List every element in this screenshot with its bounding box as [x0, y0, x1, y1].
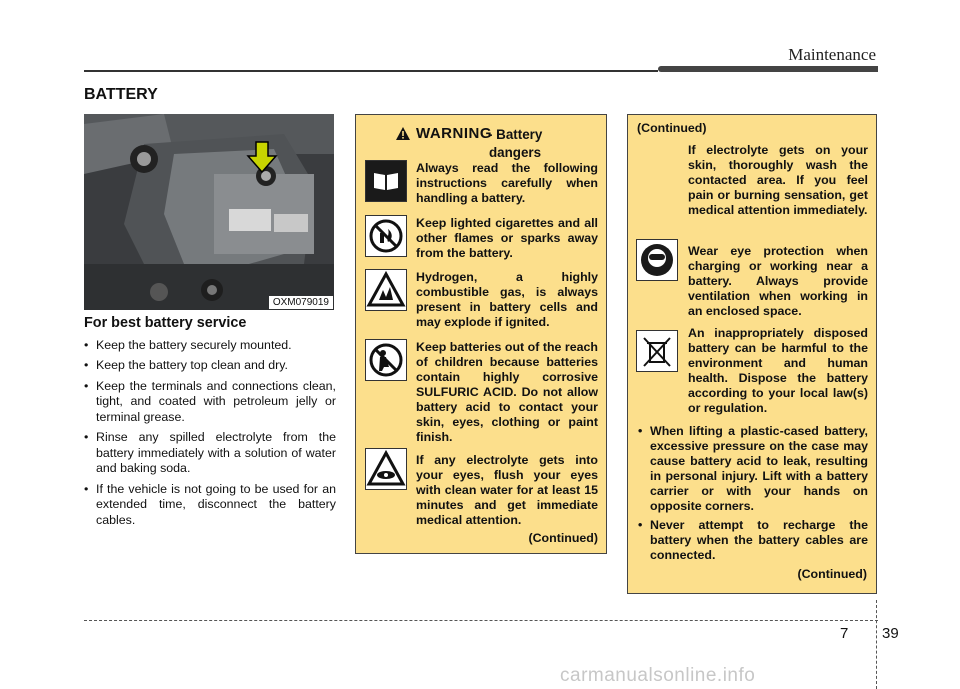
- warning-item: Always read the following instructions carefully when handling a battery.: [416, 161, 598, 205]
- warning-word: WARNING: [416, 125, 492, 142]
- figure-code: OXM079019: [269, 296, 333, 309]
- subheading: For best battery service: [84, 315, 247, 331]
- section-header: Maintenance: [788, 45, 876, 64]
- warning-item: Keep lighted cigarettes and all other flames or sparks away from the battery.: [416, 216, 598, 260]
- warning-item: An inappropriately disposed battery can be harmful to the environment and human health. Dispose the battery according to your local law(s) or regulation.: [688, 326, 868, 415]
- eye-flush-icon: [365, 448, 407, 490]
- continued-panel: [627, 114, 877, 594]
- skin-contact-text: If electrolyte gets on your skin, thoroughly wash the contacted area. If you feel pain or burning sensation, get medical attention immediately.: [688, 143, 868, 217]
- page-title: BATTERY: [84, 86, 158, 103]
- list-item: • Keep the battery securely mounted.: [84, 338, 336, 354]
- eye-protection-icon: [636, 239, 678, 281]
- list-item: • When lifting a plastic-cased battery, excessive pressure on the case may cause battery acid to leak, resulting in personal injury. Lift with a battery carrier or with your hands on opposite corners.: [638, 424, 868, 514]
- engine-bay-illustration: [84, 114, 334, 310]
- warning-subtitle: - Battery: [488, 127, 543, 142]
- footer-rule: [84, 620, 878, 621]
- continued-label: (Continued): [637, 121, 707, 135]
- list-item: • If the vehicle is not going to be used for an extended time, disconnect the battery cables.: [84, 482, 336, 529]
- page-number: 39: [882, 625, 899, 642]
- warning-subtitle-2: dangers: [489, 145, 542, 160]
- warning-triangle-icon: [396, 127, 410, 141]
- warning-item: If any electrolyte gets into your eyes, flush your eyes with clean water for at least 15 minutes and get immediate medical attention.: [416, 453, 598, 527]
- warning-item: Wear eye protection when charging or working near a battery. Always provide ventilation when working in an enclosed space.: [688, 244, 868, 318]
- explosion-icon: [365, 269, 407, 311]
- no-flame-icon: [365, 215, 407, 257]
- continued-label: (Continued): [528, 531, 598, 545]
- header-bar: [658, 66, 878, 72]
- watermark: carmanualsonline.info: [560, 665, 756, 686]
- no-trash-bin-icon: [636, 330, 678, 372]
- book-icon: [365, 160, 407, 202]
- footer-divider: [876, 600, 877, 689]
- chapter-number: 7: [840, 625, 849, 642]
- warning-item: Hydrogen, a highly combustible gas, is always present in battery cells and may explode if ignited.: [416, 270, 598, 329]
- continued-label: (Continued): [797, 567, 867, 581]
- keep-away-children-icon: [365, 339, 407, 381]
- list-item: • Never attempt to recharge the battery when the battery cables are connected.: [638, 518, 868, 563]
- lifting-list: [638, 424, 868, 567]
- header-rule: [84, 70, 658, 72]
- warning-item: Keep batteries out of the reach of children because batteries contain highly corrosive SULFURIC ACID. Do not allow battery acid to contact your skin, eyes, clothing or paint finish.: [416, 340, 598, 444]
- battery-photo: [84, 114, 334, 310]
- list-item: • Rinse any spilled electrolyte from the battery immediately with a solution of water and baking soda.: [84, 430, 336, 477]
- warning-panel: [355, 114, 607, 554]
- list-item: • Keep the terminals and connections clean, tight, and coated with petroleum jelly or terminal grease.: [84, 379, 336, 426]
- list-item: • Keep the battery top clean and dry.: [84, 358, 336, 374]
- care-list: [84, 338, 336, 529]
- left-column: [84, 316, 336, 533]
